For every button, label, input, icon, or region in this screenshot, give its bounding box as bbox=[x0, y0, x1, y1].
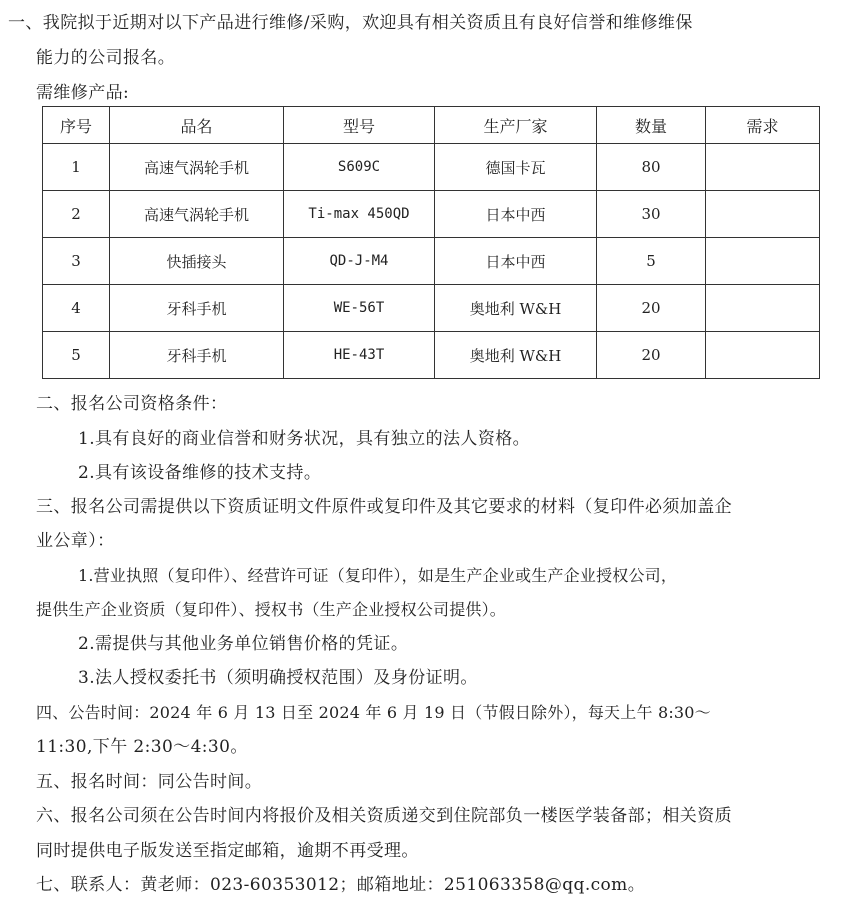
table-row bbox=[43, 238, 820, 285]
cell-index: 3 bbox=[43, 238, 110, 285]
cell-requirement bbox=[706, 332, 820, 379]
cell-product-name: 高速气涡轮手机 bbox=[110, 191, 284, 238]
cell-index: 4 bbox=[43, 285, 110, 332]
cell-product-name: 牙科手机 bbox=[110, 285, 284, 332]
table-header-row bbox=[43, 107, 820, 144]
cell-requirement bbox=[706, 144, 820, 191]
cell-manufacturer: 奥地利 W&H bbox=[435, 285, 597, 332]
table-row bbox=[43, 191, 820, 238]
header-requirement: 需求 bbox=[706, 107, 820, 144]
table-row bbox=[43, 285, 820, 332]
section5-line: 五、报名时间：同公告时间。 bbox=[36, 772, 263, 792]
cell-requirement bbox=[706, 191, 820, 238]
cell-quantity: 80 bbox=[597, 144, 706, 191]
cell-model: QD-J-M4 bbox=[284, 238, 435, 285]
section3-item-1-line-2: 提供生产企业资质（复印件）、授权书（生产企业授权公司提供）。 bbox=[36, 600, 507, 619]
section3-item-1-line-1: 1.营业执照（复印件）、经营许可证（复印件），如是生产企业或生产企业授权公司， bbox=[78, 566, 678, 585]
intro-line-2: 能力的公司报名。 bbox=[36, 48, 176, 68]
header-product-name: 品名 bbox=[110, 107, 284, 144]
cell-model: HE-43T bbox=[284, 332, 435, 379]
cell-product-name: 牙科手机 bbox=[110, 332, 284, 379]
cell-requirement bbox=[706, 238, 820, 285]
cell-model: S609C bbox=[284, 144, 435, 191]
cell-product-name: 快插接头 bbox=[110, 238, 284, 285]
section3-item-2: 2.需提供与其他业务单位销售价格的凭证。 bbox=[78, 634, 409, 654]
cell-quantity: 5 bbox=[597, 238, 706, 285]
cell-product-name: 高速气涡轮手机 bbox=[110, 144, 284, 191]
cell-manufacturer: 德国卡瓦 bbox=[435, 144, 597, 191]
intro-line-1: 一、我院拟于近期对以下产品进行维修/采购，欢迎具有相关资质且有良好信誉和维修维保 bbox=[8, 13, 693, 33]
cell-quantity: 20 bbox=[597, 332, 706, 379]
cell-quantity: 30 bbox=[597, 191, 706, 238]
header-model: 型号 bbox=[284, 107, 435, 144]
section7-contact: 七、联系人：黄老师：023-60353012；邮箱地址：251063358@qq.com。 bbox=[36, 875, 646, 895]
section2-title: 二、报名公司资格条件： bbox=[36, 394, 228, 414]
cell-quantity: 20 bbox=[597, 285, 706, 332]
cell-model: Ti-max 450QD bbox=[284, 191, 435, 238]
section4-line-2: 11:30,下午 2:30～4:30。 bbox=[36, 737, 248, 757]
section6-line-2: 同时提供电子版发送至指定邮箱，逾期不再受理。 bbox=[36, 841, 419, 861]
header-manufacturer: 生产厂家 bbox=[435, 107, 597, 144]
header-index: 序号 bbox=[43, 107, 110, 144]
cell-model: WE-56T bbox=[284, 285, 435, 332]
section3-title-line-1: 三、报名公司需提供以下资质证明文件原件或复印件及其它要求的材料（复印件必须加盖企 bbox=[36, 497, 732, 517]
section2-item-2: 2.具有该设备维修的技术支持。 bbox=[78, 463, 322, 483]
cell-manufacturer: 日本中西 bbox=[435, 238, 597, 285]
cell-requirement bbox=[706, 285, 820, 332]
cell-manufacturer: 日本中西 bbox=[435, 191, 597, 238]
cell-index: 2 bbox=[43, 191, 110, 238]
table-caption: 需维修产品: bbox=[36, 83, 130, 103]
cell-index: 5 bbox=[43, 332, 110, 379]
header-quantity: 数量 bbox=[597, 107, 706, 144]
table-row bbox=[43, 332, 820, 379]
section2-item-1: 1.具有良好的商业信誉和财务状况，具有独立的法人资格。 bbox=[78, 429, 531, 449]
cell-manufacturer: 奥地利 W&H bbox=[435, 332, 597, 379]
cell-index: 1 bbox=[43, 144, 110, 191]
product-table bbox=[42, 106, 820, 379]
section4-line-1: 四、公告时间：2024 年 6 月 13 日至 2024 年 6 月 19 日（节假日除外），每天上午 8:30～ bbox=[36, 703, 711, 722]
table-row bbox=[43, 144, 820, 191]
section6-line-1: 六、报名公司须在公告时间内将报价及相关资质递交到住院部负一楼医学装备部；相关资质 bbox=[36, 806, 732, 826]
section3-item-3: 3.法人授权委托书（须明确授权范围）及身份证明。 bbox=[78, 668, 478, 688]
section3-title-line-2: 业公章）： bbox=[36, 531, 115, 551]
